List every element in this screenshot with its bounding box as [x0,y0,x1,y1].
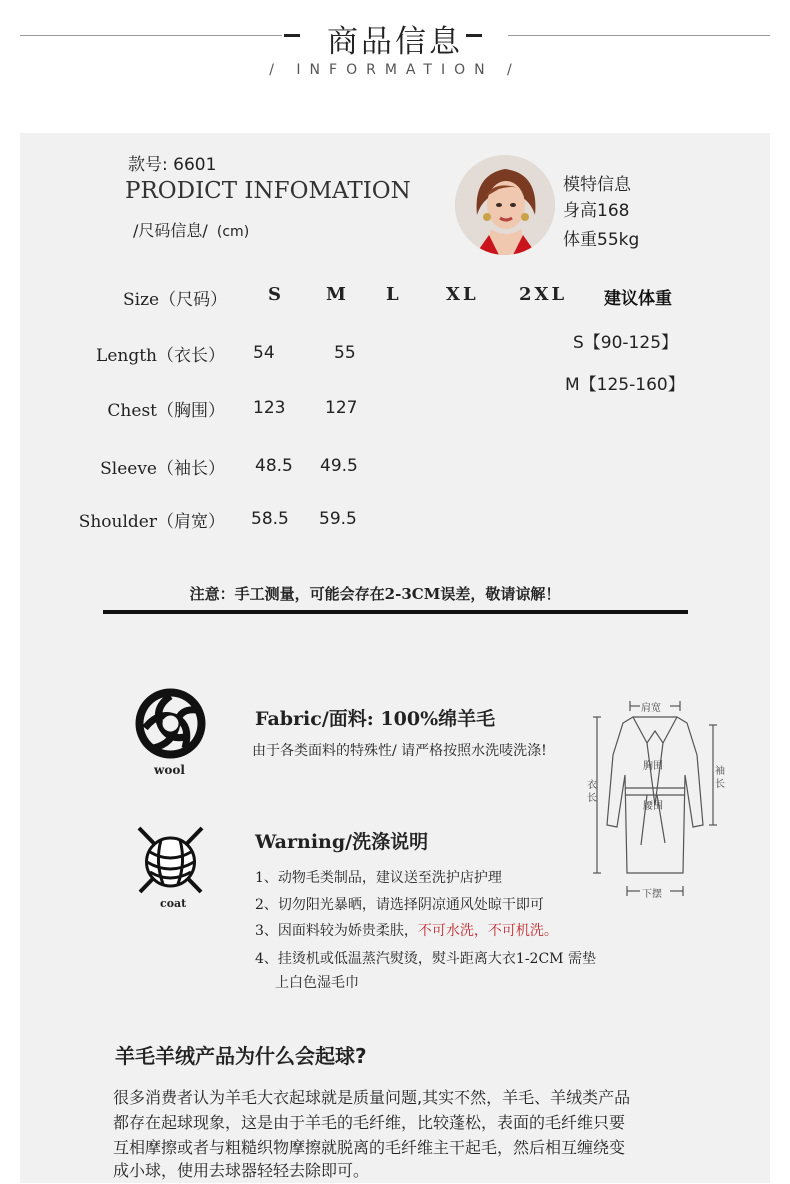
size-s: S [268,284,281,305]
warning-item-3 [255,920,558,940]
size-l: L [386,284,399,305]
model-avatar [455,155,555,255]
row-label-sleeve: Sleeve（袖长） [100,459,225,479]
diagram-length-label: 衣长 [587,780,597,804]
faq-title: 羊毛羊绒产品为什么会起球? [115,1044,367,1068]
product-info-title: PRODICT INFOMATION [125,178,411,204]
warning-title: Warning/洗涤说明 [255,831,429,853]
shoulder-s: 58.5 [251,509,289,529]
weight-advice-m: M【125-160】 [565,375,685,395]
faq-line-1: 很多消费者认为羊毛大衣起球就是质量问题,其实不然，羊毛、羊绒类产品 [113,1088,631,1107]
coat-icon-label: coat [160,897,187,910]
row-label-length: Length（衣长） [96,346,225,366]
chest-s: 123 [253,398,286,418]
yarn-icon [133,826,208,896]
model-info-label: 模特信息 [563,175,631,195]
diagram-hem-label: 下摆 [642,889,662,900]
length-s: 54 [253,343,275,363]
weight-advice-title: 建议体重 [604,289,672,309]
warning-item-3-red: 不可水洗，不可机洗。 [417,923,558,939]
size-2xl: 2XL [519,284,568,305]
warning-item-4: 4、挂烫机或低温蒸汽熨烫，熨斗距离大衣1-2CM 需垫 [255,951,596,967]
coat-diagram [585,695,725,905]
style-number: 款号: 6601 [128,155,217,175]
sleeve-s: 48.5 [255,456,293,476]
model-height: 身高168 [563,201,630,221]
sleeve-m: 49.5 [320,456,358,476]
fabric-desc: 由于各类面料的特殊性/ 请严格按照水洗唛洗涤! [252,743,547,759]
faq-line-3: 互相摩擦或者与粗糙织物摩擦就脱离的毛纤维主干起毛，然后相互缠绕变 [113,1138,626,1157]
fabric-title: Fabric/面料: 100%绵羊毛 [255,708,496,730]
diagram-sleeve-label: 袖长 [715,766,725,790]
model-weight: 体重55kg [563,230,640,250]
chest-m: 127 [325,398,358,418]
diagram-shoulder-label: 肩宽 [641,703,661,714]
size-xl: XL [446,284,479,305]
diagram-waist-label: 腰围 [643,801,663,812]
unit-text: (cm) [216,224,250,240]
length-m: 55 [334,343,356,363]
warning-item-4-cont: 上白色湿毛巾 [275,975,359,991]
size-header-label: Size（尺码） [123,290,228,310]
warning-item-2: 2、切勿阳光暴晒，请选择阴凉通风处晾干即可 [255,897,544,913]
shoulder-m: 59.5 [319,509,357,529]
faq-line-2: 都存在起球现象，这是由于羊毛的毛纤维，比较蓬松，表面的毛纤维只要 [113,1113,626,1132]
size-info-label [133,218,249,241]
size-m: M [326,284,346,305]
wool-icon-label: wool [154,763,185,777]
row-label-chest: Chest（胸围） [107,401,225,421]
size-info-text: /尺码信息/ [133,221,208,240]
warning-item-3-text: 3、因面料较为娇贵柔肤， [255,923,418,939]
header-subtitle: / INFORMATION / [269,62,521,78]
warning-item-1: 1、动物毛类制品，建议送至洗护店护理 [255,870,502,886]
model-portrait-icon [455,155,555,255]
header-title: 商品信息 [327,24,463,60]
faq-line-4: 成小球，使用去球器轻轻去除即可。 [113,1161,370,1180]
measurement-note: 注意：手工测量，可能会存在2-3CM误差，敬请谅解！ [189,585,561,603]
diagram-chest-label: 胸围 [643,761,663,772]
row-label-shoulder: Shoulder（肩宽） [78,512,225,532]
section-divider [103,610,688,614]
weight-advice-s: S【90-125】 [573,333,679,353]
wool-icon [133,686,208,761]
